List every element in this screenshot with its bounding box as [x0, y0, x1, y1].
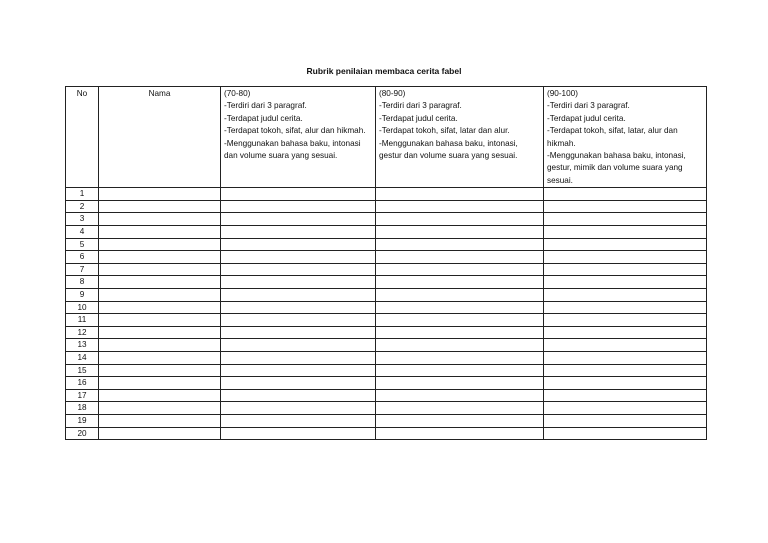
- score-cell-80-90[interactable]: [376, 351, 544, 364]
- rubric-table: [65, 86, 707, 440]
- score-cell-90-100[interactable]: [544, 389, 707, 402]
- criteria-line: -Terdapat judul cerita.: [224, 113, 303, 123]
- nama-cell[interactable]: [99, 301, 221, 314]
- row-number: 4: [66, 226, 99, 239]
- nama-cell[interactable]: [99, 314, 221, 327]
- score-cell-90-100[interactable]: [544, 289, 707, 302]
- table-row: [66, 326, 707, 339]
- row-number: 9: [66, 289, 99, 302]
- nama-cell[interactable]: [99, 251, 221, 264]
- header-row: [66, 87, 707, 188]
- score-cell-80-90[interactable]: [376, 251, 544, 264]
- criteria-line: -Terdapat tokoh, sifat, latar, alur dan hikmah.: [547, 126, 678, 148]
- table-row: [66, 377, 707, 390]
- nama-cell[interactable]: [99, 289, 221, 302]
- score-cell-90-100[interactable]: [544, 238, 707, 251]
- score-cell-90-100[interactable]: [544, 351, 707, 364]
- criteria-line: -Terdapat judul cerita.: [547, 113, 626, 123]
- nama-cell[interactable]: [99, 326, 221, 339]
- row-number: 17: [66, 389, 99, 402]
- row-number: 10: [66, 301, 99, 314]
- criteria-line: -Terdapat tokoh, sifat, alur dan hikmah.: [224, 126, 366, 136]
- score-cell-70-80[interactable]: [221, 289, 376, 302]
- nama-cell[interactable]: [99, 351, 221, 364]
- score-cell-80-90[interactable]: [376, 339, 544, 352]
- criteria-range: (70-80): [224, 89, 251, 98]
- score-cell-70-80[interactable]: [221, 414, 376, 427]
- criteria-range: (80-90): [379, 89, 406, 98]
- table-row: [66, 200, 707, 213]
- table-row: [66, 402, 707, 415]
- score-cell-90-100[interactable]: [544, 213, 707, 226]
- score-cell-90-100[interactable]: [544, 301, 707, 314]
- score-cell-70-80[interactable]: [221, 351, 376, 364]
- table-row: [66, 188, 707, 201]
- score-cell-90-100[interactable]: [544, 402, 707, 415]
- score-cell-70-80[interactable]: [221, 238, 376, 251]
- row-number: 13: [66, 339, 99, 352]
- table-row: [66, 339, 707, 352]
- table-row: [66, 414, 707, 427]
- nama-cell[interactable]: [99, 276, 221, 289]
- score-cell-90-100[interactable]: [544, 339, 707, 352]
- score-cell-70-80[interactable]: [221, 226, 376, 239]
- table-row: [66, 427, 707, 440]
- score-cell-80-90[interactable]: [376, 200, 544, 213]
- score-cell-70-80[interactable]: [221, 339, 376, 352]
- criteria-line: -Terdiri dari 3 paragraf.: [224, 101, 307, 111]
- criteria-line: -Terdiri dari 3 paragraf.: [379, 101, 462, 111]
- score-cell-90-100[interactable]: [544, 427, 707, 440]
- criteria-line: -Menggunakan bahasa baku, intonasi dan volume suara yang sesuai.: [224, 138, 361, 161]
- header-criteria-70-80: [221, 87, 376, 188]
- score-cell-70-80[interactable]: [221, 402, 376, 415]
- score-cell-80-90[interactable]: [376, 364, 544, 377]
- row-number: 11: [66, 314, 99, 327]
- nama-cell[interactable]: [99, 188, 221, 201]
- table-row: [66, 314, 707, 327]
- score-cell-80-90[interactable]: [376, 226, 544, 239]
- nama-cell[interactable]: [99, 226, 221, 239]
- score-cell-80-90[interactable]: [376, 213, 544, 226]
- score-cell-70-80[interactable]: [221, 276, 376, 289]
- nama-cell[interactable]: [99, 414, 221, 427]
- score-cell-90-100[interactable]: [544, 276, 707, 289]
- rubric-body: [66, 188, 707, 440]
- header-criteria-90-100: [544, 87, 707, 188]
- nama-cell[interactable]: [99, 427, 221, 440]
- score-cell-70-80[interactable]: [221, 213, 376, 226]
- score-cell-80-90[interactable]: [376, 238, 544, 251]
- row-number: 5: [66, 238, 99, 251]
- nama-cell[interactable]: [99, 389, 221, 402]
- nama-cell[interactable]: [99, 263, 221, 276]
- header-nama: Nama: [99, 87, 221, 188]
- rubric-header: [66, 87, 707, 188]
- score-cell-70-80[interactable]: [221, 377, 376, 390]
- score-cell-80-90[interactable]: [376, 389, 544, 402]
- score-cell-70-80[interactable]: [221, 427, 376, 440]
- score-cell-90-100[interactable]: [544, 251, 707, 264]
- score-cell-80-90[interactable]: [376, 427, 544, 440]
- row-number: 2: [66, 200, 99, 213]
- table-row: [66, 276, 707, 289]
- score-cell-80-90[interactable]: [376, 188, 544, 201]
- row-number: 1: [66, 188, 99, 201]
- criteria-line: -Terdapat tokoh, sifat, latar dan alur.: [379, 126, 510, 136]
- row-number: 14: [66, 351, 99, 364]
- nama-cell[interactable]: [99, 213, 221, 226]
- nama-cell[interactable]: [99, 339, 221, 352]
- row-number: 7: [66, 263, 99, 276]
- score-cell-80-90[interactable]: [376, 414, 544, 427]
- criteria-line: -Terdiri dari 3 paragraf.: [547, 101, 630, 111]
- score-cell-90-100[interactable]: [544, 314, 707, 327]
- score-cell-70-80[interactable]: [221, 251, 376, 264]
- score-cell-70-80[interactable]: [221, 263, 376, 276]
- row-number: 19: [66, 414, 99, 427]
- table-row: [66, 226, 707, 239]
- nama-cell[interactable]: [99, 377, 221, 390]
- header-criteria-80-90: [376, 87, 544, 188]
- score-cell-70-80[interactable]: [221, 301, 376, 314]
- score-cell-90-100[interactable]: [544, 377, 707, 390]
- score-cell-80-90[interactable]: [376, 326, 544, 339]
- row-number: 3: [66, 213, 99, 226]
- table-row: [66, 263, 707, 276]
- criteria-range: (90-100): [547, 89, 578, 98]
- nama-cell[interactable]: [99, 200, 221, 213]
- table-row: [66, 389, 707, 402]
- row-number: 12: [66, 326, 99, 339]
- row-number: 6: [66, 251, 99, 264]
- row-number: 16: [66, 377, 99, 390]
- row-number: 18: [66, 402, 99, 415]
- header-no: No: [66, 87, 99, 188]
- document-title: Rubrik penilaian membaca cerita fabel: [306, 66, 462, 76]
- score-cell-90-100[interactable]: [544, 200, 707, 213]
- table-row: [66, 238, 707, 251]
- nama-cell[interactable]: [99, 238, 221, 251]
- score-cell-90-100[interactable]: [544, 226, 707, 239]
- score-cell-80-90[interactable]: [376, 276, 544, 289]
- criteria-line: -Menggunakan bahasa baku, intonasi, gestur dan volume suara yang sesuai.: [379, 138, 518, 161]
- score-cell-70-80[interactable]: [221, 314, 376, 327]
- table-row: [66, 289, 707, 302]
- criteria-line: -Menggunakan bahasa baku, intonasi, gestur, mimik dan volume suara yang sesuai.: [547, 151, 686, 185]
- table-row: [66, 213, 707, 226]
- score-cell-70-80[interactable]: [221, 389, 376, 402]
- score-cell-70-80[interactable]: [221, 364, 376, 377]
- score-cell-90-100[interactable]: [544, 188, 707, 201]
- score-cell-90-100[interactable]: [544, 263, 707, 276]
- table-row: [66, 351, 707, 364]
- score-cell-70-80[interactable]: [221, 200, 376, 213]
- table-row: [66, 364, 707, 377]
- row-number: 15: [66, 364, 99, 377]
- table-row: [66, 251, 707, 264]
- score-cell-90-100[interactable]: [544, 414, 707, 427]
- nama-cell[interactable]: [99, 402, 221, 415]
- score-cell-80-90[interactable]: [376, 289, 544, 302]
- score-cell-70-80[interactable]: [221, 188, 376, 201]
- score-cell-90-100[interactable]: [544, 364, 707, 377]
- criteria-line: -Terdapat judul cerita.: [379, 113, 458, 123]
- score-cell-80-90[interactable]: [376, 263, 544, 276]
- score-cell-80-90[interactable]: [376, 402, 544, 415]
- nama-cell[interactable]: [99, 364, 221, 377]
- score-cell-80-90[interactable]: [376, 301, 544, 314]
- score-cell-80-90[interactable]: [376, 314, 544, 327]
- score-cell-80-90[interactable]: [376, 377, 544, 390]
- row-number: 8: [66, 276, 99, 289]
- table-row: [66, 301, 707, 314]
- score-cell-90-100[interactable]: [544, 326, 707, 339]
- score-cell-70-80[interactable]: [221, 326, 376, 339]
- row-number: 20: [66, 427, 99, 440]
